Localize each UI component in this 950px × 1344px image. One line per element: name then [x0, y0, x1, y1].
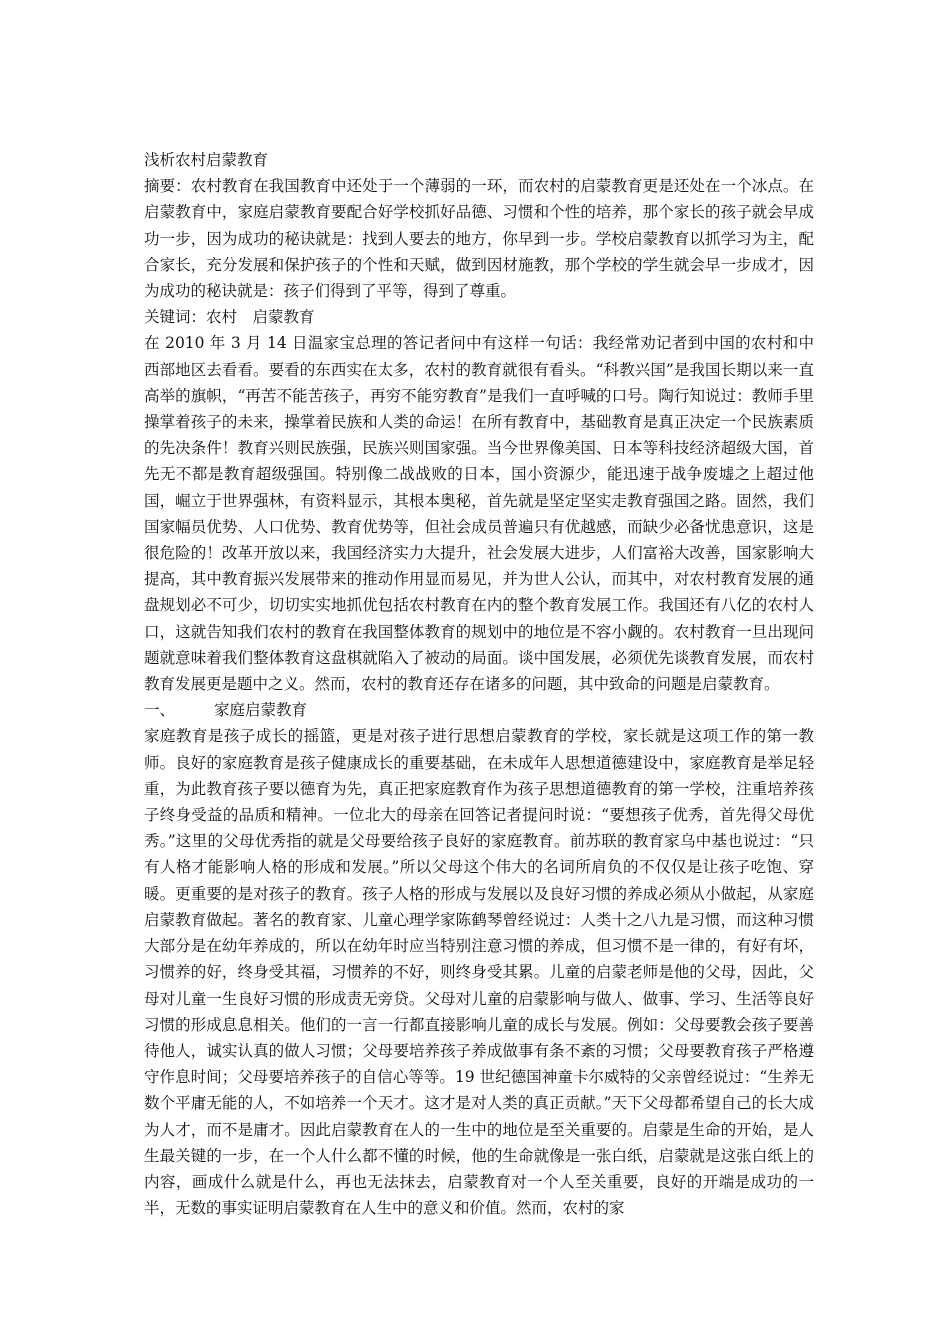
- section-heading: [144, 697, 814, 723]
- section-body-paragraph: 家庭教育是孩子成长的摇篮，更是对孩子进行思想启蒙教育的学校，家长就是这项工作的第一教师。良好的家庭教育是孩子健康成长的重要基础，在未成年人思想道德建设中，家庭教育是举足轻重，为此教育孩子要以德育为先，真正把家庭教育作为孩子思想道德教育的第一学校，注重培养孩子终身受益的品质和精神。一位北大的母亲在回答记者提问时说：“要想孩子优秀，首先得父母优秀。”这里的父母优秀指的就是父母要给孩子良好的家庭教育。前苏联的教育家乌中基也说过：“只有人格才能影响人格的形成和发展。”所以父母这个伟大的名词所肩负的不仅仅是让孩子吃饱、穿暖。更重要的是对孩子的教育。孩子人格的形成与发展以及良好习惯的养成必须从小做起，从家庭启蒙教育做起。著名的教育家、儿童心理学家陈鹤琴曾经说过：人类十之八九是习惯，而这种习惯大部分是在幼年养成的，所以在幼年时应当特别注意习惯的养成，但习惯不是一律的，有好有坏，习惯养的好，终身受其福，习惯养的不好，则终身受其累。儿童的启蒙老师是他的父母，因此，父母对儿童一生良好习惯的形成责无旁贷。父母对儿童的启蒙影响与做人、做事、学习、生活等良好习惯的形成息息相关。他们的一言一行都直接影响儿童的成长与发展。例如：父母要教会孩子要善待他人，诚实认真的做人习惯；父母要培养孩子养成做事有条不紊的习惯；父母要教育孩子严格遵守作息时间；父母要培养孩子的自信心等等。19 世纪德国神童卡尔威特的父亲曾经说过：“生养无数个平庸无能的人，不如培养一个天才。这才是对人类的真正贡献。”天下父母都希望自己的长大成为人才，而不是庸才。因此启蒙教育在人的一生中的地位是至关重要的。启蒙是生命的开始，是人生最关键的一步，在一个人什么都不懂的时候，他的生命就像是一张白纸，启蒙就是这张白纸上的内容，画成什么就是什么，再也无法抹去，启蒙教育对一个人至关重要，良好的开端是成功的一半，无数的事实证明启蒙教育在人生中的意义和价值。然而，农村的家: [144, 727, 814, 1218]
- section-title: 家庭启蒙教育: [214, 701, 308, 720]
- document-title: 浅析农村启蒙教育: [144, 151, 269, 169]
- section-number: 一、: [144, 701, 176, 720]
- document-page: [144, 147, 814, 1221]
- keywords-line: 关键词：农村 启蒙教育: [144, 308, 315, 327]
- intro-paragraph: 在 2010 年 3 月 14 日温家宝总理的答记者问中有这样一句话：我经常劝记者到中国的农村和中西部地区去看看。要看的东西实在太多，农村的教育就很有看头。“科教兴国”是我国长期以来一直高举的旗帜，“再苦不能苦孩子，再穷不能穷教育”是我们一直呼喊的口号。陶行知说过：教师手里操掌着孩子的未来，操掌着民族和人类的命运！在所有教育中，基础教育是真正决定一个民族素质的先决条件！教育兴则民族强，民族兴则国家强。当今世界像美国、日本等科技经济超级大国，首先无不都是教育超级强国。特别像二战战败的日本，国小资源少，能迅速于战争废墟之上超过他国，崛立于世界强林，有资料显示，其根本奥秘，首先就是坚定坚实走教育强国之路。固然，我们国家幅员优势、人口优势、教育优势等，但社会成员普遍只有优越感，而缺少必备忧患意识，这是很危险的！改革开放以来，我国经济实力大提升，社会发展大进步，人们富裕大改善，国家影响大提高，其中教育振兴发展带来的推动作用显而易见，并为世人公认，而其中，对农村教育发展的通盘规划必不可少，切切实实地抓优包括农村教育在内的整个教育发展工作。我国还有八亿的农村人口，这就告知我们农村的教育在我国整体教育的规划中的地位是不容小觑的。农村教育一旦出现问题就意味着我们整体教育这盘棋就陷入了被动的局面。谈中国发展，必须优先谈教育发展，而农村教育发展更是题中之义。然而，农村的教育还存在诸多的问题，其中致命的问题是启蒙教育。: [144, 334, 814, 694]
- abstract-paragraph: 摘要：农村教育在我国教育中还处于一个薄弱的一环，而农村的启蒙教育更是还处在一个冰点。在启蒙教育中，家庭启蒙教育要配合好学校抓好品德、习惯和个性的培养，那个家长的孩子就会早成功一步，因为成功的秘诀就是：找到人要去的地方，你早到一步。学校启蒙教育以抓学习为主，配合家长，充分发展和保护孩子的个性和天赋，做到因材施教，那个学校的学生就会早一步成才，因为成功的秘诀就是：孩子们得到了平等，得到了尊重。: [144, 177, 814, 301]
